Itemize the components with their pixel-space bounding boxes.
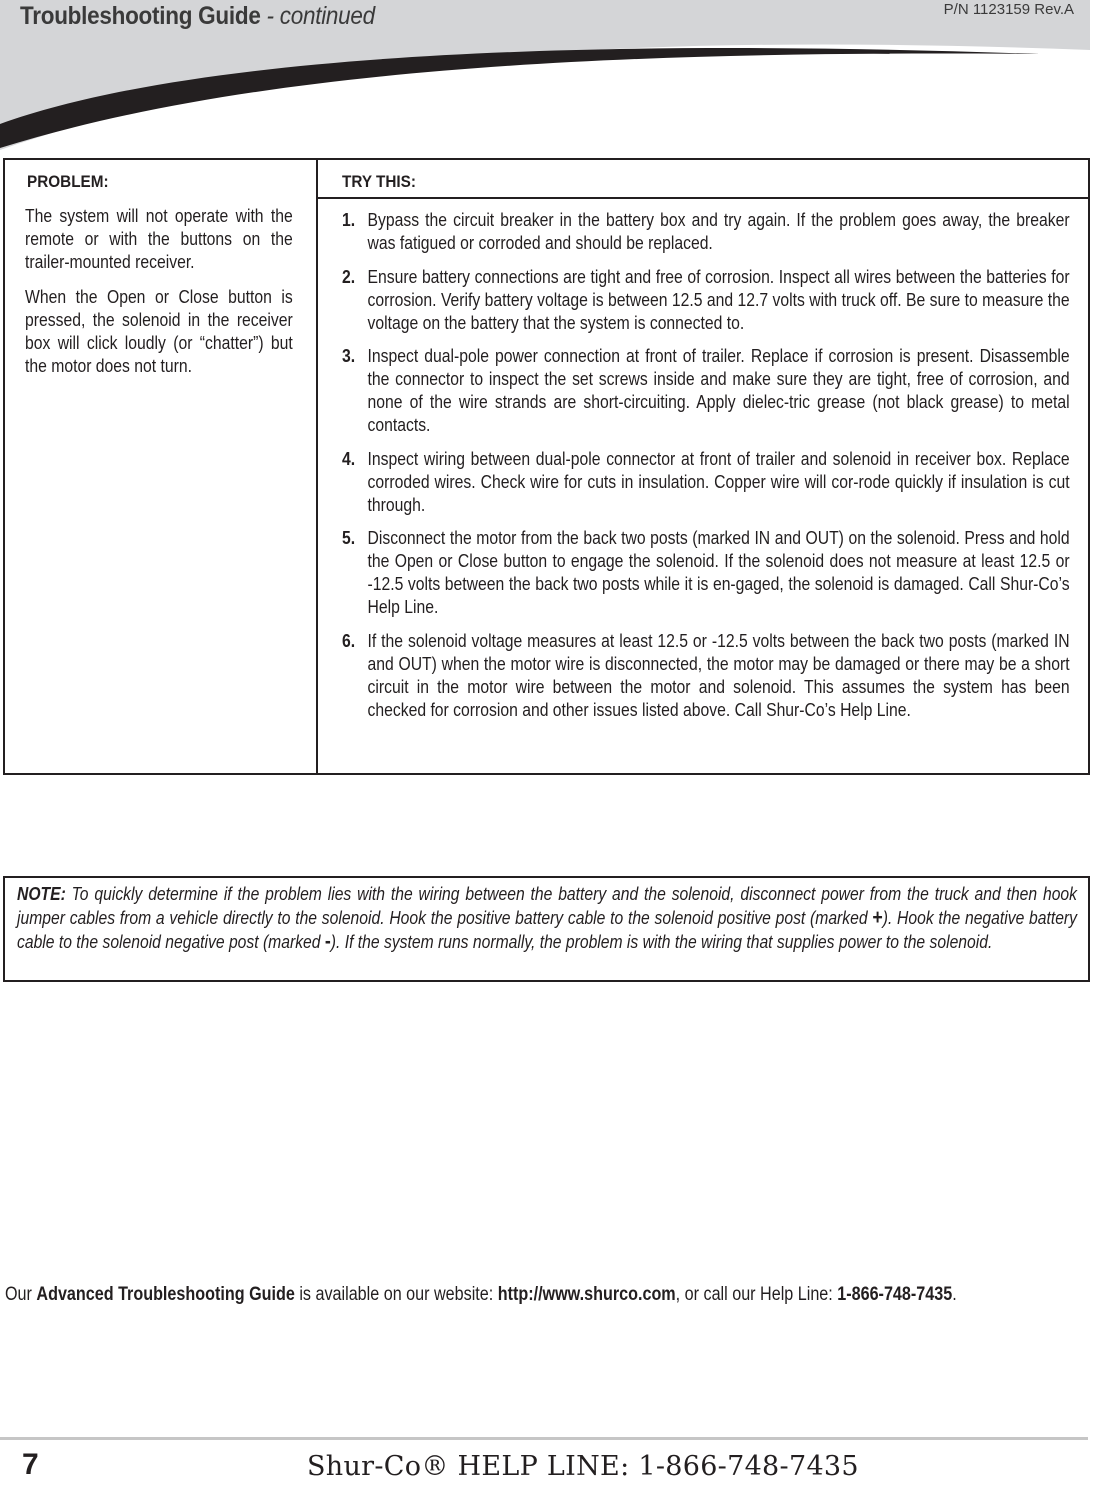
step-item	[342, 526, 1070, 618]
step-text: Disconnect the motor from the back two posts (marked IN and OUT) on the solenoid. Press and hold the Open or Close button to engage the solenoid. If the solenoid does not measure at least 12.5 or -12.5 volts between the back two posts while it is en-gaged, the solenoid is damaged. Call Shur-Co’s Help Line.	[367, 527, 1070, 617]
step-number: 2.	[342, 265, 356, 287]
note-text	[17, 882, 1077, 954]
step-text: Inspect dual-pole power connection at front of trailer. Replace if corrosion is present. Disassemble the connector to inspect the set screws inside and make sure they are tight, free of corrosion, and none of the wire strands are short-circuiting. Apply dielec-tric grease (not black grease) to metal contacts.	[367, 345, 1070, 435]
step-text: If the solenoid voltage measures at least 12.5 or -12.5 volts between the back two posts (marked IN and OUT) when the motor wire is disconnected, the motor may be damaged or there may be a short circuit in the motor wire between the motor and solenoid. This assumes the system has been checked for corrosion and other issues listed above. Call Shur-Co’s Help Line.	[367, 629, 1070, 720]
info-text: Our	[5, 1284, 37, 1305]
note-box	[3, 876, 1090, 982]
problem-header: PROBLEM:	[27, 172, 109, 191]
website-link[interactable]: http://www.shurco.com	[497, 1284, 676, 1305]
part-number: P/N 1123159 Rev.A	[943, 1, 1074, 18]
note-label: NOTE:	[17, 883, 66, 904]
header-divider	[316, 197, 1088, 199]
minus-symbol: -	[324, 930, 331, 953]
step-item	[342, 265, 1070, 334]
step-number: 4.	[342, 447, 356, 469]
step-item	[342, 208, 1070, 254]
try-this-cell	[342, 208, 1070, 731]
note-text-part: ). Hook the negative battery cable to the solenoid negative post (marked	[17, 907, 1077, 952]
step-item	[342, 447, 1070, 516]
info-text: , or call our Help Line:	[675, 1284, 838, 1305]
advanced-guide-info	[5, 1284, 957, 1306]
page-number: 7	[22, 1448, 39, 1481]
try-this-header: TRY THIS:	[342, 172, 416, 191]
step-number: 5.	[342, 527, 356, 548]
step-item	[342, 629, 1070, 721]
help-line: Shur-Co® HELP LINE: 1-866-748-7435	[307, 1451, 859, 1482]
note-text-part: ). If the system runs normally, the problem is with the wiring that supplies power to the solenoid.	[330, 931, 993, 952]
step-number: 3.	[342, 345, 356, 366]
help-phone: 1-866-748-7435	[837, 1284, 953, 1305]
note-text-part: To quickly determine if the problem lies with the wiring between the battery and the solenoid, disconnect power from the truck and then hook jumper cables from a vehicle directly to the solenoid. Hook the positive battery cable to the solenoid positive post (marked	[17, 883, 1078, 928]
problem-paragraph: The system will not operate with the remote or with the buttons on the trailer-mounted receiver.	[25, 205, 293, 272]
info-text: .	[952, 1284, 957, 1305]
troubleshooting-table	[3, 158, 1090, 775]
page-title-subtitle: - continued	[260, 2, 375, 30]
step-number: 1.	[342, 209, 356, 230]
problem-cell	[25, 204, 293, 389]
advanced-guide-title: Advanced Troubleshooting Guide	[36, 1284, 295, 1305]
info-text: is available on our website:	[294, 1284, 498, 1305]
page-title	[20, 2, 375, 31]
step-item	[342, 344, 1070, 436]
step-text: Bypass the circuit breaker in the battery box and try again. If the problem goes away, the breaker was fatigued or corroded and should be replaced.	[367, 209, 1070, 253]
step-text: Ensure battery connections are tight and free of corrosion. Inspect all wires between the batteries for corrosion. Verify battery voltage is between 12.5 and 12.7 volts with truck off. Be sure to measure the voltage on the battery that the system is connected to.	[367, 265, 1070, 333]
step-text: Inspect wiring between dual-pole connector at front of trailer and solenoid in receiver box. Replace corroded wires. Check wire for cuts in insulation. Copper wire will cor-rode quickly if insulation is cut through.	[367, 447, 1070, 515]
footer-rule	[0, 1437, 1088, 1440]
problem-paragraph: When the Open or Close button is pressed, the solenoid in the receiver box will click loudly (or “chatter”) but the motor does not turn.	[25, 286, 293, 376]
step-number: 6.	[342, 629, 356, 651]
page-title-main: Troubleshooting Guide	[20, 2, 261, 30]
plus-symbol: +	[872, 906, 883, 929]
column-divider	[316, 160, 318, 773]
